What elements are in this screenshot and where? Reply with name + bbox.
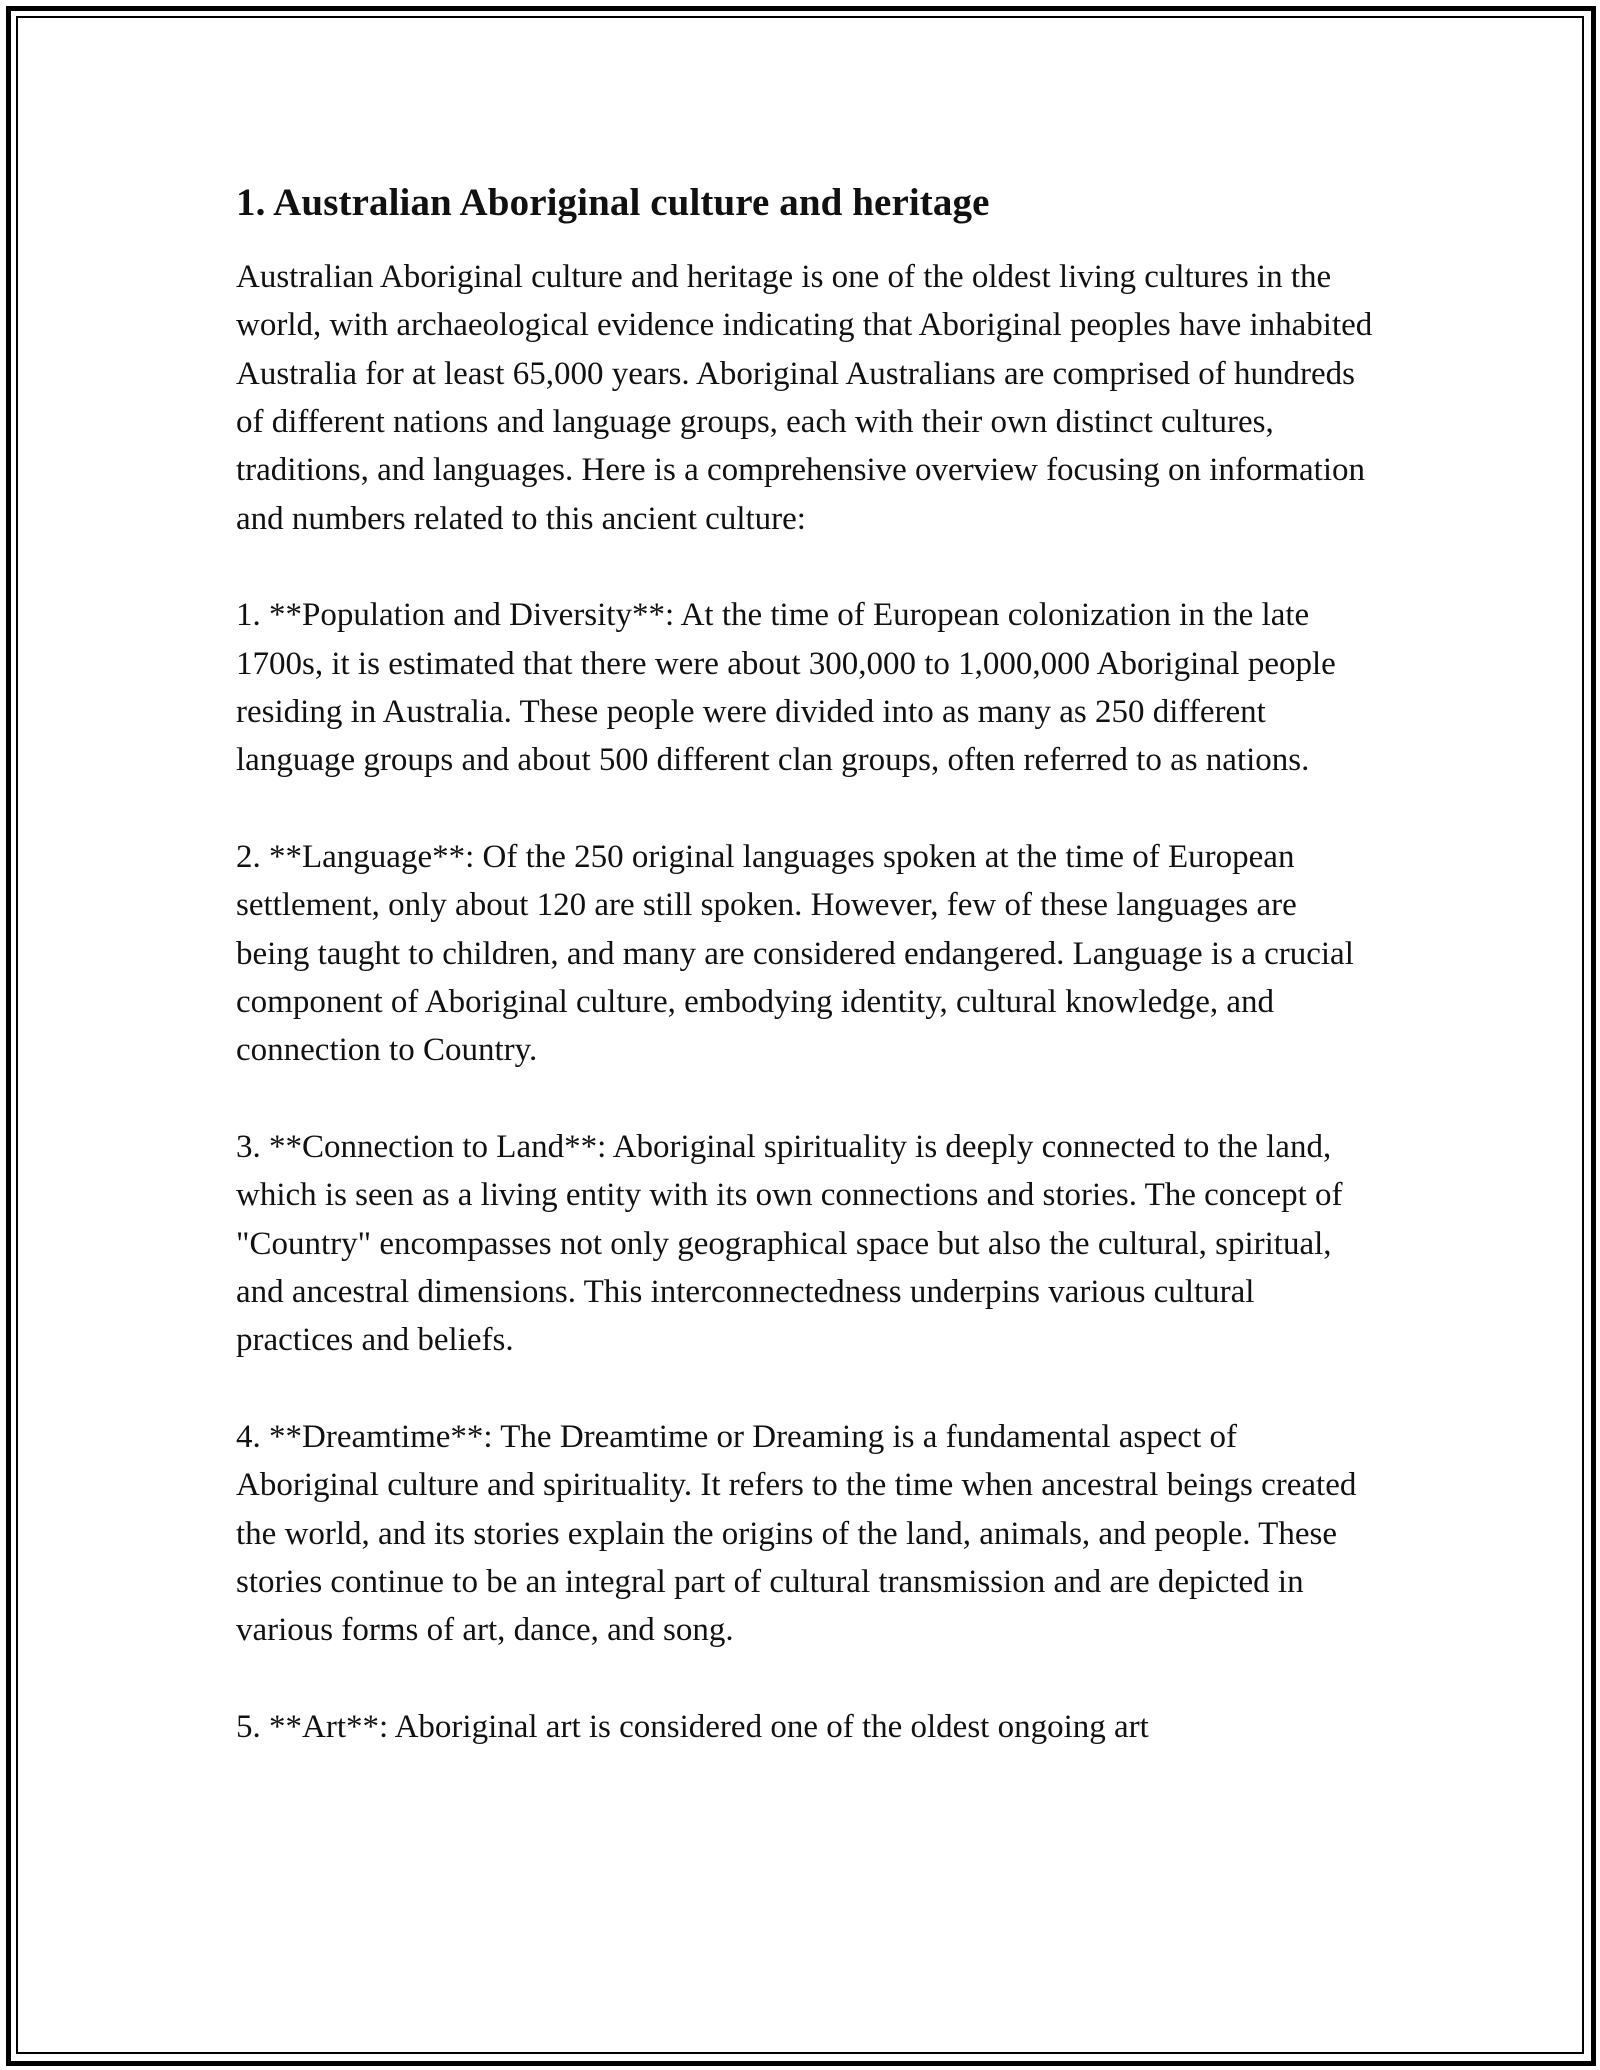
document-title: 1. Australian Aboriginal culture and heritage [236,181,990,224]
document-body [236,178,1376,1799]
intro-paragraph: Australian Aboriginal culture and heritage is one of the oldest living cultures in the world, with archaeological evidence indicating that Aboriginal peoples have inhabited Australia for at least 65,000 years. Aboriginal Australians are comprised of hundreds of different nations and language groups, each with their own distinct cultures, traditions, and languages. Here is a comprehensive overview focusing on information and numbers related to this ancient culture: [236,258,1373,537]
art-paragraph: 5. **Art**: Aboriginal art is considered one of the oldest ongoing art [236,1708,1149,1745]
land-connection-paragraph: 3. **Connection to Land**: Aboriginal spirituality is deeply connected to the land, which is seen as a living entity with its own connections and stories. The concept of "Country" encompasses not only geographical space but also the cultural, spiritual, and ancestral dimensions. This interconnectedness underpins various cultural practices and beliefs. [236,1128,1343,1359]
language-paragraph: 2. **Language**: Of the 250 original languages spoken at the time of European settlement, only about 120 are still spoken. However, few of these languages are being taught to children, and many are considered endangered. Language is a crucial component of Aboriginal culture, embodying identity, cultural knowledge, and connection to Country. [236,838,1354,1069]
dreamtime-paragraph: 4. **Dreamtime**: The Dreamtime or Dreaming is a fundamental aspect of Aboriginal culture and spirituality. It refers to the time when ancestral beings created the world, and its stories explain the origins of the land, animals, and people. These stories continue to be an integral part of cultural transmission and are depicted in various forms of art, dance, and song. [236,1418,1357,1649]
population-paragraph: 1. **Population and Diversity**: At the time of European colonization in the late 1700s, it is estimated that there were about 300,000 to 1,000,000 Aboriginal people residing in Australia. These people were divided into as many as 250 different language groups and about 500 different clan groups, often referred to as nations. [236,597,1336,779]
